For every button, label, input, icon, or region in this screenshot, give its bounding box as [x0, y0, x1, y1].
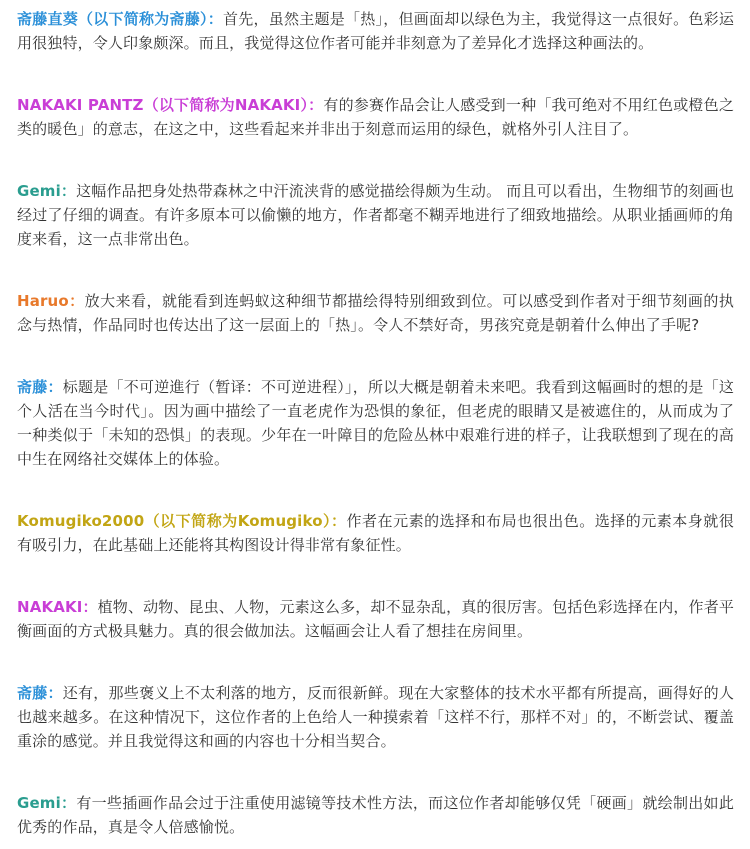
- comment-text: 首先，虽然主题是「热」，但画面却以绿色为主，我觉得这一点很好。色彩运用很独特，令人印象颇深。而且，我觉得这位作者可能并非刻意为了差异化才选择这种画法的。: [17, 10, 734, 52]
- comment-text: 这幅作品把身处热带森林之中汗流浃背的感觉描绘得颇为生动。 而且可以看出，生物细节的刻画也经过了仔细的调查。有许多原本可以偷懒的地方，作者都毫不糊弄地进行了细致地描绘。从职业插画师的角度来看，这一点非常出色。: [17, 182, 735, 248]
- speaker-name: Komugiko2000（以下简称为Komugiko）：: [17, 512, 347, 530]
- speaker-name: NAKAKI PANTZ（以下简称为NAKAKI）：: [17, 96, 324, 114]
- speaker-name: 斋藤：: [17, 684, 63, 702]
- speaker-name: 斋藤直葵（以下简称为斋藤）：: [17, 10, 224, 28]
- comment-paragraph: [17, 375, 734, 471]
- speaker-name: Gemi：: [17, 794, 77, 812]
- speaker-name: 斋藤：: [17, 378, 63, 396]
- comment-paragraph: [17, 93, 734, 141]
- comment-text: 放大来看，就能看到连蚂蚁这种细节都描绘得特别细致到位。可以感受到作者对于细节刻画的执念与热情，作品同时也传达出了这一层面上的「热」。令人不禁好奇，男孩究竟是朝着什么伸出了手呢?: [17, 292, 734, 334]
- comment-text: 标题是「不可逆進行（暂译：不可逆进程）」，所以大概是朝着未来吧。我看到这幅画时的想的是「这个人活在当今时代」。因为画中描绘了一直老虎作为恐惧的象征，但老虎的眼睛又是被遮住的，从而成为了一种类似于「未知的恐惧」的表现。少年在一叶障目的危险丛林中艰难行进的样子，让我联想到了现在的高中生在网络社交媒体上的体验。: [17, 378, 734, 468]
- comment-paragraph: [17, 595, 734, 643]
- comment-paragraph: [17, 179, 734, 251]
- speaker-name: Haruo：: [17, 292, 85, 310]
- comment-paragraph: [17, 791, 734, 839]
- comment-paragraph: [17, 681, 734, 753]
- comment-text: 植物、动物、昆虫、人物，元素这么多，却不显杂乱，真的很厉害。包括色彩选择在内，作者平衡画面的方式极具魅力。真的很会做加法。这幅画会让人看了想挂在房间里。: [17, 598, 734, 640]
- comment-text: 有一些插画作品会过于注重使用滤镜等技术性方法，而这位作者却能够仅凭「硬画」就绘制出如此优秀的作品，真是令人倍感愉悦。: [17, 794, 734, 836]
- comment-paragraph: [17, 7, 734, 55]
- comment-text: 作者在元素的选择和布局也很出色。选择的元素本身就很有吸引力，在此基础上还能将其构图设计得非常有象征性。: [17, 512, 734, 554]
- comment-paragraph: [17, 289, 734, 337]
- comment-text: 还有，那些褒义上不太利落的地方，反而很新鲜。现在大家整体的技术水平都有所提高，画得好的人也越来越多。在这种情况下，这位作者的上色给人一种摸索着「这样不行，那样不对」的，不断尝试、覆盖重涂的感觉。并且我觉得这和画的内容也十分相当契合。: [17, 684, 735, 750]
- comment-paragraph: [17, 509, 734, 557]
- speaker-name: Gemi：: [17, 182, 77, 200]
- speaker-name: NAKAKI：: [17, 598, 98, 616]
- comment-text: 有的参赛作品会让人感受到一种「我可绝对不用红色或橙色之类的暖色」的意志，在这之中，这些看起来并非出于刻意而运用的绿色，就格外引人注目了。: [17, 96, 734, 138]
